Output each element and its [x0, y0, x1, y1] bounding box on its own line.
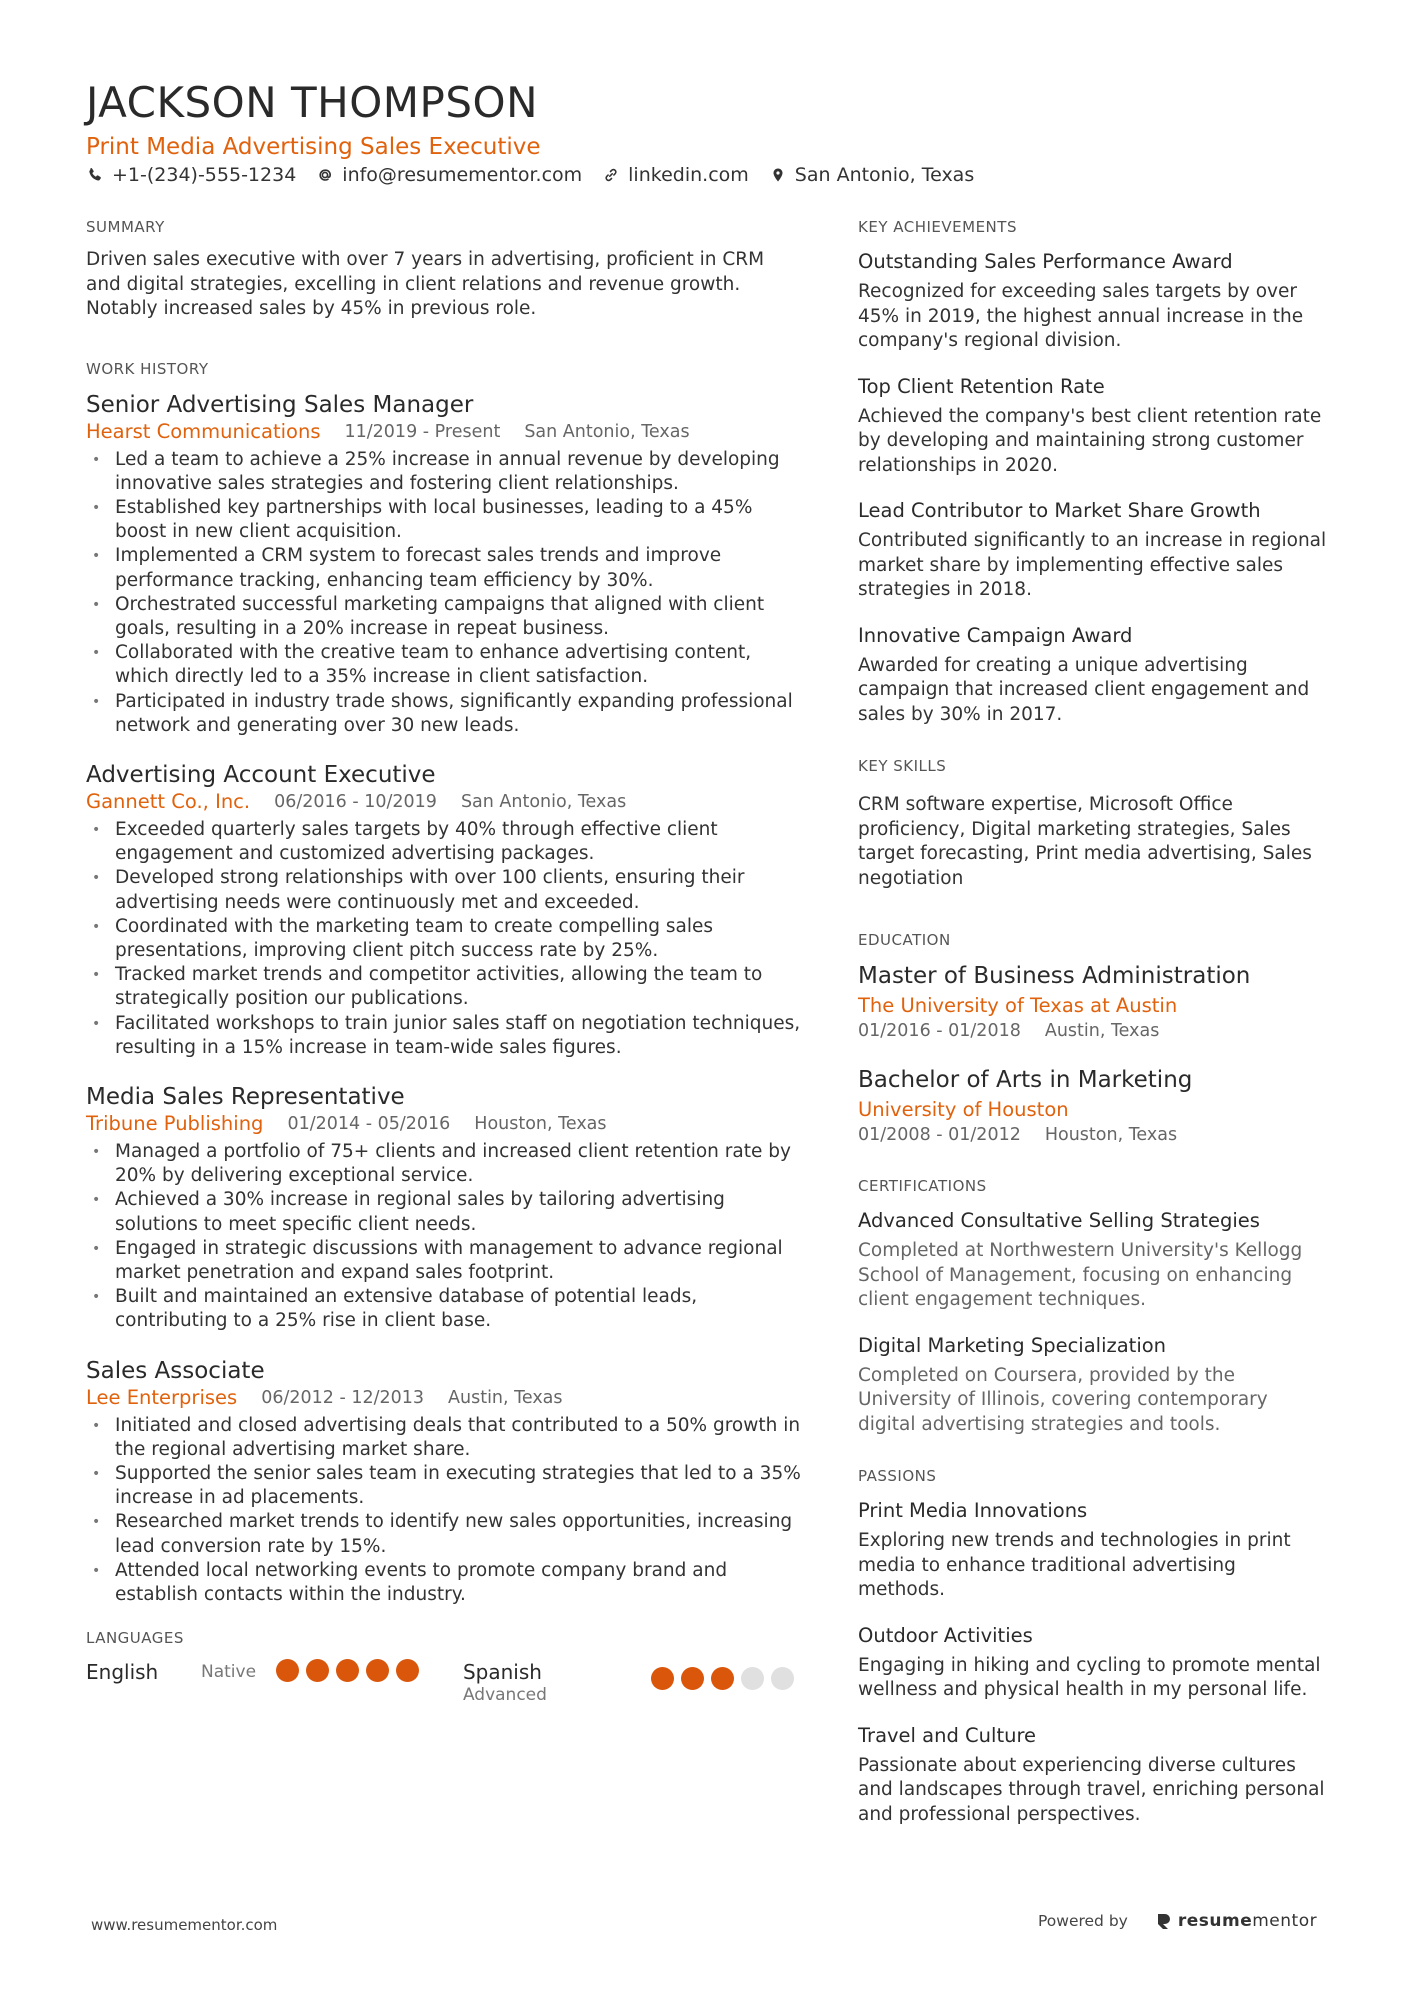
job-title: Senior Advertising Sales Manager: [86, 391, 474, 418]
passion-text: Exploring new trends and technologies in print media to enhance traditional advertising methods.: [858, 1530, 1291, 1600]
job-bullet: • Built and maintained an extensive database of potential leads, contributing to a 25% rise in client base.: [86, 1285, 802, 1333]
achievement-title: Innovative Campaign Award: [858, 623, 1133, 647]
achievement-item: [858, 248, 1328, 354]
job-bullet: • Implemented a CRM system to forecast sales trends and improve performance tracking, enhancing team efficiency by 30%.: [86, 544, 802, 592]
job-bullets: [86, 1414, 802, 1608]
summary-heading: SUMMARY: [86, 218, 165, 236]
job-bullets: [86, 1140, 802, 1334]
contact-phone[interactable]: [86, 164, 296, 186]
summary-section: [86, 218, 802, 322]
email-text: info@resumementor.com: [342, 164, 583, 186]
brand-rest: mentor: [1252, 1911, 1318, 1931]
job-title: Advertising Account Executive: [86, 761, 436, 788]
job-dates: 11/2019 - Present: [344, 421, 501, 442]
education-section: [858, 931, 1328, 1147]
passion-item: [858, 1622, 1328, 1703]
right-column: [858, 218, 1328, 1863]
language-name-wrap: [86, 1659, 201, 1685]
skills-heading: KEY SKILLS: [858, 757, 947, 775]
passion-title: Outdoor Activities: [858, 1623, 1033, 1647]
achievement-item: [858, 622, 1328, 728]
job-company: Tribune Publishing: [86, 1111, 264, 1135]
rating-dot-filled: [366, 1659, 389, 1682]
education-item: [858, 961, 1328, 1043]
passion-item: [858, 1722, 1328, 1828]
contact-email[interactable]: [316, 164, 582, 186]
certifications-section: [858, 1177, 1328, 1437]
job-company: Lee Enterprises: [86, 1385, 238, 1409]
job-bullet: • Developed strong relationships with over 100 clients, ensuring their advertising needs were continuously met and exceeded.: [86, 866, 802, 914]
job-entry: [86, 760, 802, 1060]
rating-dot-filled: [336, 1659, 359, 1682]
skills-section: [858, 757, 1328, 891]
certifications-heading: CERTIFICATIONS: [858, 1177, 987, 1195]
job-bullet: • Attended local networking events to promote company brand and establish contacts within the industry.: [86, 1559, 802, 1607]
candidate-title: Print Media Advertising Sales Executive: [86, 134, 541, 160]
job-bullet: • Led a team to achieve a 25% increase in annual revenue by developing innovative sales strategies and fostering client relationships.: [86, 448, 802, 496]
job-location: Austin, Texas: [448, 1387, 563, 1408]
passion-title: Print Media Innovations: [858, 1499, 1088, 1522]
achievement-text: Contributed significantly to an increase in regional market share by implementing effective sales strategies in 2018.: [858, 530, 1327, 600]
work-history-heading: WORK HISTORY: [86, 359, 209, 378]
passion-text: Passionate about experiencing diverse cultures and landscapes through travel, enriching personal and professional perspectives.: [858, 1754, 1325, 1825]
link-icon: [602, 166, 620, 184]
contact-bar: [86, 164, 994, 186]
footer-website[interactable]: www.resumementor.com: [91, 1916, 278, 1934]
job-meta: [86, 1386, 802, 1410]
education-dates: 01/2016 - 01/2018: [858, 1021, 1021, 1041]
skills-text: CRM software expertise, Microsoft Office proficiency, Digital marketing strategies, Sales target forecasting, Print media advertising, Sales negotiation: [858, 794, 1312, 889]
language-level: Native: [201, 1662, 257, 1683]
job-bullet: • Supported the senior sales team in executing strategies that led to a 35% increase in ad placements.: [86, 1462, 802, 1510]
job-company: Gannett Co., Inc.: [86, 789, 251, 813]
job-bullet: • Researched market trends to identify new sales opportunities, increasing lead conversion rate by 15%.: [86, 1510, 802, 1558]
achievements-heading: KEY ACHIEVEMENTS: [858, 218, 1017, 236]
language-name: Spanish: [462, 1660, 542, 1685]
language-rating: [276, 1659, 426, 1682]
job-dates: 06/2012 - 12/2013: [261, 1387, 425, 1408]
at-icon: [316, 166, 334, 184]
education-location: Houston, Texas: [1044, 1125, 1178, 1145]
rating-dot-filled: [651, 1667, 674, 1690]
job-bullets: [86, 448, 802, 738]
job-meta: [86, 790, 802, 814]
achievement-item: [858, 373, 1328, 479]
languages-section: [86, 1629, 802, 1705]
achievement-title: Outstanding Sales Performance Award: [858, 250, 1233, 273]
job-bullet: • Exceeded quarterly sales targets by 40% through effective client engagement and customized advertising packages.: [86, 818, 802, 866]
education-item: [858, 1065, 1328, 1147]
achievement-title: Lead Contributor to Market Share Growth: [858, 499, 1261, 522]
certification-text: Completed on Coursera, provided by the University of Illinois, covering contemporary digital advertising strategies and tools.: [858, 1364, 1268, 1435]
certification-item: [858, 1207, 1328, 1313]
contact-location: [769, 164, 974, 186]
achievements-section: [858, 218, 1328, 727]
education-degree: Master of Business Administration: [858, 963, 1251, 989]
rating-dot-filled: [276, 1659, 299, 1682]
achievement-title: Top Client Retention Rate: [858, 374, 1105, 398]
education-school: The University of Texas at Austin: [858, 994, 1178, 1017]
location-icon: [769, 166, 787, 184]
job-meta: [86, 420, 802, 444]
job-bullets: [86, 818, 802, 1060]
job-bullet: • Achieved a 30% increase in regional sales by tailoring advertising solutions to meet specific client needs.: [86, 1188, 802, 1236]
job-entry: [86, 390, 802, 738]
languages-row: [86, 1659, 802, 1705]
rating-dot-filled: [306, 1659, 329, 1682]
language-name-wrap: [463, 1659, 651, 1705]
job-bullet: • Tracked market trends and competitor activities, allowing the team to strategically position our publications.: [86, 963, 802, 1011]
phone-text: +1-(234)-555-1234: [112, 164, 297, 186]
certification-item: [858, 1332, 1328, 1438]
job-dates: 01/2014 - 05/2016: [287, 1113, 451, 1134]
location-text: San Antonio, Texas: [794, 164, 975, 186]
passions-section: [858, 1467, 1328, 1827]
summary-text: Driven sales executive with over 7 years in advertising, proficient in CRM and digital strategies, excelling in client relations and revenue growth. Notably increased sales by 45% in previous role.: [86, 249, 765, 319]
job-bullet: • Initiated and closed advertising deals that contributed to a 50% growth in the regional advertising market share.: [86, 1414, 802, 1462]
education-degree: Bachelor of Arts in Marketing: [858, 1067, 1193, 1093]
job-dates: 06/2016 - 10/2019: [274, 791, 437, 812]
rating-dot-empty: [771, 1667, 794, 1690]
education-meta: [858, 1019, 1328, 1043]
candidate-name: JACKSON THOMPSON: [86, 78, 538, 127]
phone-icon: [86, 166, 104, 184]
languages-heading: LANGUAGES: [86, 1629, 184, 1648]
language-name: English: [86, 1660, 159, 1685]
job-bullet: • Collaborated with the creative team to enhance advertising content, which directly led to a 35% increase in client satisfaction.: [86, 641, 802, 689]
job-entry: [86, 1082, 802, 1334]
resumementor-logo-icon: [1156, 1912, 1172, 1930]
education-meta: [858, 1123, 1328, 1147]
education-heading: EDUCATION: [858, 931, 951, 949]
education-location: Austin, Texas: [1044, 1021, 1160, 1041]
language-spanish: [463, 1659, 802, 1705]
rating-dot-filled: [681, 1667, 704, 1690]
language-rating: [651, 1667, 801, 1690]
passions-heading: PASSIONS: [858, 1467, 937, 1485]
job-bullet: • Established key partnerships with local businesses, leading to a 45% boost in new client acquisition.: [86, 496, 802, 544]
job-bullet: • Engaged in strategic discussions with management to advance regional market penetration and expand sales footprint.: [86, 1237, 802, 1285]
passion-item: [858, 1497, 1328, 1603]
education-school: University of Houston: [858, 1098, 1069, 1121]
powered-by-text: Powered by: [1038, 1912, 1128, 1930]
job-bullet: • Facilitated workshops to train junior sales staff on negotiation techniques, resulting in a 15% increase in team-wide sales figures.: [86, 1012, 802, 1060]
job-company: Hearst Communications: [86, 419, 321, 443]
certification-title: Advanced Consultative Selling Strategies: [858, 1209, 1260, 1232]
job-location: San Antonio, Texas: [524, 421, 690, 442]
achievement-text: Achieved the company's best client retention rate by developing and maintaining strong customer relationships in 2020.: [858, 405, 1322, 476]
job-meta: [86, 1112, 802, 1136]
passion-title: Travel and Culture: [858, 1723, 1037, 1747]
education-dates: 01/2008 - 01/2012: [858, 1125, 1021, 1145]
rating-dot-empty: [741, 1667, 764, 1690]
rating-dot-filled: [711, 1667, 734, 1690]
passion-text: Engaging in hiking and cycling to promote mental wellness and physical health in my personal life.: [858, 1654, 1321, 1700]
job-entry: [86, 1356, 802, 1608]
achievement-text: Recognized for exceeding sales targets by over 45% in 2019, the highest annual increase in the company's regional division.: [858, 281, 1304, 351]
work-history-section: [86, 360, 802, 1608]
brand-bold: resume: [1177, 1911, 1253, 1931]
job-bullet: • Managed a portfolio of 75+ clients and increased client retention rate by 20% by delivering exceptional service.: [86, 1140, 802, 1188]
brand-logo[interactable]: [1156, 1911, 1317, 1931]
job-location: Houston, Texas: [474, 1113, 607, 1134]
job-bullet: • Participated in industry trade shows, significantly expanding professional network and generating over 30 new leads.: [86, 690, 802, 738]
job-location: San Antonio, Texas: [460, 791, 627, 812]
job-title: Sales Associate: [86, 1357, 265, 1384]
job-bullet: • Orchestrated successful marketing campaigns that aligned with client goals, resulting in a 20% increase in repeat business.: [86, 593, 802, 641]
achievement-item: [858, 497, 1328, 603]
rating-dot-filled: [396, 1659, 419, 1682]
footer-branding: [1038, 1911, 1317, 1931]
achievement-text: Awarded for creating a unique advertising campaign that increased client engagement and sales by 30% in 2017.: [858, 654, 1310, 725]
certification-text: Completed at Northwestern University's Kellogg School of Management, focusing on enhancing client engagement techniques.: [858, 1240, 1303, 1310]
contact-linkedin[interactable]: [602, 164, 749, 186]
left-column: [86, 218, 802, 1705]
language-english: [86, 1659, 463, 1685]
certification-title: Digital Marketing Specialization: [858, 1333, 1167, 1357]
linkedin-text: linkedin.com: [628, 164, 749, 186]
job-bullet: • Coordinated with the marketing team to create compelling sales presentations, improving client pitch success rate by 25%.: [86, 915, 802, 963]
job-title: Media Sales Representative: [86, 1083, 405, 1110]
language-level: Advanced: [462, 1685, 547, 1706]
